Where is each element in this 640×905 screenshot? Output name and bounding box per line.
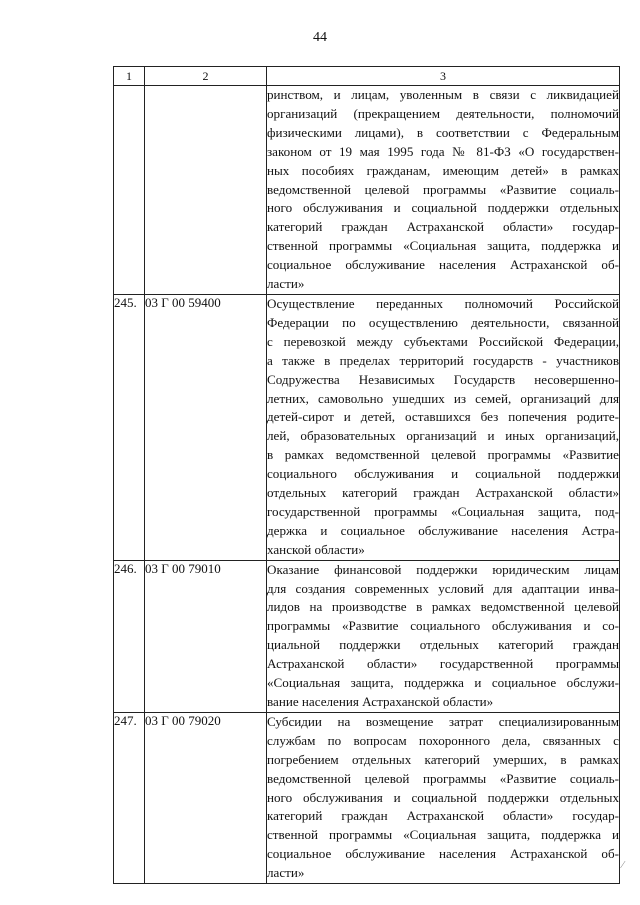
text-line: службам по вопросам похоронного дела, связанных с — [267, 732, 619, 748]
text-line: ственной программы «Социальная защита, поддержка и — [267, 238, 619, 254]
text-line: для создания современных условий для адаптации инва- — [267, 580, 619, 596]
text-line: вание населения Астраханской области» — [267, 694, 494, 709]
row-number: 246. — [114, 560, 145, 712]
row-description — [267, 560, 620, 712]
text-line: ного обслуживания и социальной поддержки отдельных — [267, 200, 619, 216]
row-code: 03 Г 00 79010 — [145, 560, 267, 712]
text-line: социальное обслуживание населения Астраханской об- — [267, 846, 619, 862]
text-line: погребением отдельных категорий умерших, в рамках — [267, 751, 619, 767]
row-description — [267, 712, 620, 883]
text-line: детей-сирот и детей, оставшихся без попечения родите- — [267, 409, 619, 425]
text-line: отдельных категорий граждан Астраханской области» — [267, 485, 619, 501]
text-line: летних, самовольно ушедших из семей, организаций для — [267, 390, 619, 406]
row-number: 245. — [114, 294, 145, 560]
row-number — [114, 86, 145, 295]
row-code — [145, 86, 267, 295]
table-row — [114, 560, 620, 712]
scan-mark: ⁄ — [622, 860, 624, 871]
text-line: Федерации по осуществлению деятельности, связанной — [267, 314, 619, 330]
row-code: 03 Г 00 59400 — [145, 294, 267, 560]
text-line: законом от 19 мая 1995 года № 81-ФЗ «О государствен- — [267, 143, 619, 159]
text-line: держка и социальное обслуживание населения Астра- — [267, 522, 619, 538]
text-line: ведомственной целевой программы «Развитие социаль- — [267, 770, 619, 786]
budget-classification-table — [113, 66, 620, 884]
text-line: категорий граждан Астраханской области» государ- — [267, 219, 619, 235]
text-line: ного обслуживания и социальной поддержки отдельных — [267, 789, 619, 805]
text-line: ханской области» — [267, 541, 365, 557]
text-line: циальной поддержки отдельных категорий граждан — [267, 637, 619, 653]
header-col-3: 3 — [267, 67, 620, 86]
text-line: ринством, и лицам, уволенным в связи с ликвидацией — [267, 87, 619, 102]
text-line: ных пособиях гражданам, имеющим детей» в рамках — [267, 162, 619, 178]
text-line: лей, образовательных организаций и иных организаций, — [267, 428, 619, 444]
text-line: организаций (прекращением деятельности, полномочий — [267, 105, 619, 121]
text-line: «Социальная защита, поддержка и социальное обслужи- — [267, 675, 619, 691]
page-number: 44 — [313, 30, 327, 45]
text-line: государственной программы «Социальная защита, под- — [267, 503, 619, 519]
text-line: с перевозкой между субъектами Российской Федерации, — [267, 333, 619, 349]
text-line: программы «Развитие социального обслуживания и со- — [267, 618, 619, 634]
row-code: 03 Г 00 79020 — [145, 712, 267, 883]
text-line: ласти» — [267, 276, 305, 292]
row-description — [267, 294, 620, 560]
table-row — [114, 294, 620, 560]
text-line: социального обслуживания и социальной поддержки — [267, 466, 619, 482]
text-line: социальное обслуживание населения Астраханской об- — [267, 257, 619, 273]
text-line: ласти» — [267, 865, 305, 881]
text-line: Осуществление переданных полномочий Российской — [267, 295, 619, 311]
text-line: лидов на производстве в рамках ведомственной целевой — [267, 599, 619, 615]
text-line: в рамках ведомственной целевой программы «Развитие — [267, 447, 619, 463]
row-number: 247. — [114, 712, 145, 883]
text-line: Содружества Независимых Государств несовершенно- — [267, 371, 619, 387]
row-description — [267, 86, 620, 295]
text-line: Субсидии на возмещение затрат специализированным — [267, 713, 619, 729]
text-line: ственной программы «Социальная защита, поддержка и — [267, 827, 619, 843]
table-header-row — [114, 67, 620, 86]
header-col-2: 2 — [145, 67, 267, 86]
text-line: а также в пределах территорий государств - участников — [267, 352, 619, 368]
header-col-1: 1 — [114, 67, 145, 86]
text-line: категорий граждан Астраханской области» государ- — [267, 808, 619, 824]
table-row — [114, 712, 620, 883]
table-row-continuation — [114, 86, 620, 295]
text-line: Астраханской области» государственной программы — [267, 656, 619, 672]
text-line: физическими лицами), в соответствии с Федеральным — [267, 124, 619, 140]
text-line: Оказание финансовой поддержки юридическим лицам — [267, 561, 619, 577]
text-line: ведомственной целевой программы «Развитие социаль- — [267, 181, 619, 197]
